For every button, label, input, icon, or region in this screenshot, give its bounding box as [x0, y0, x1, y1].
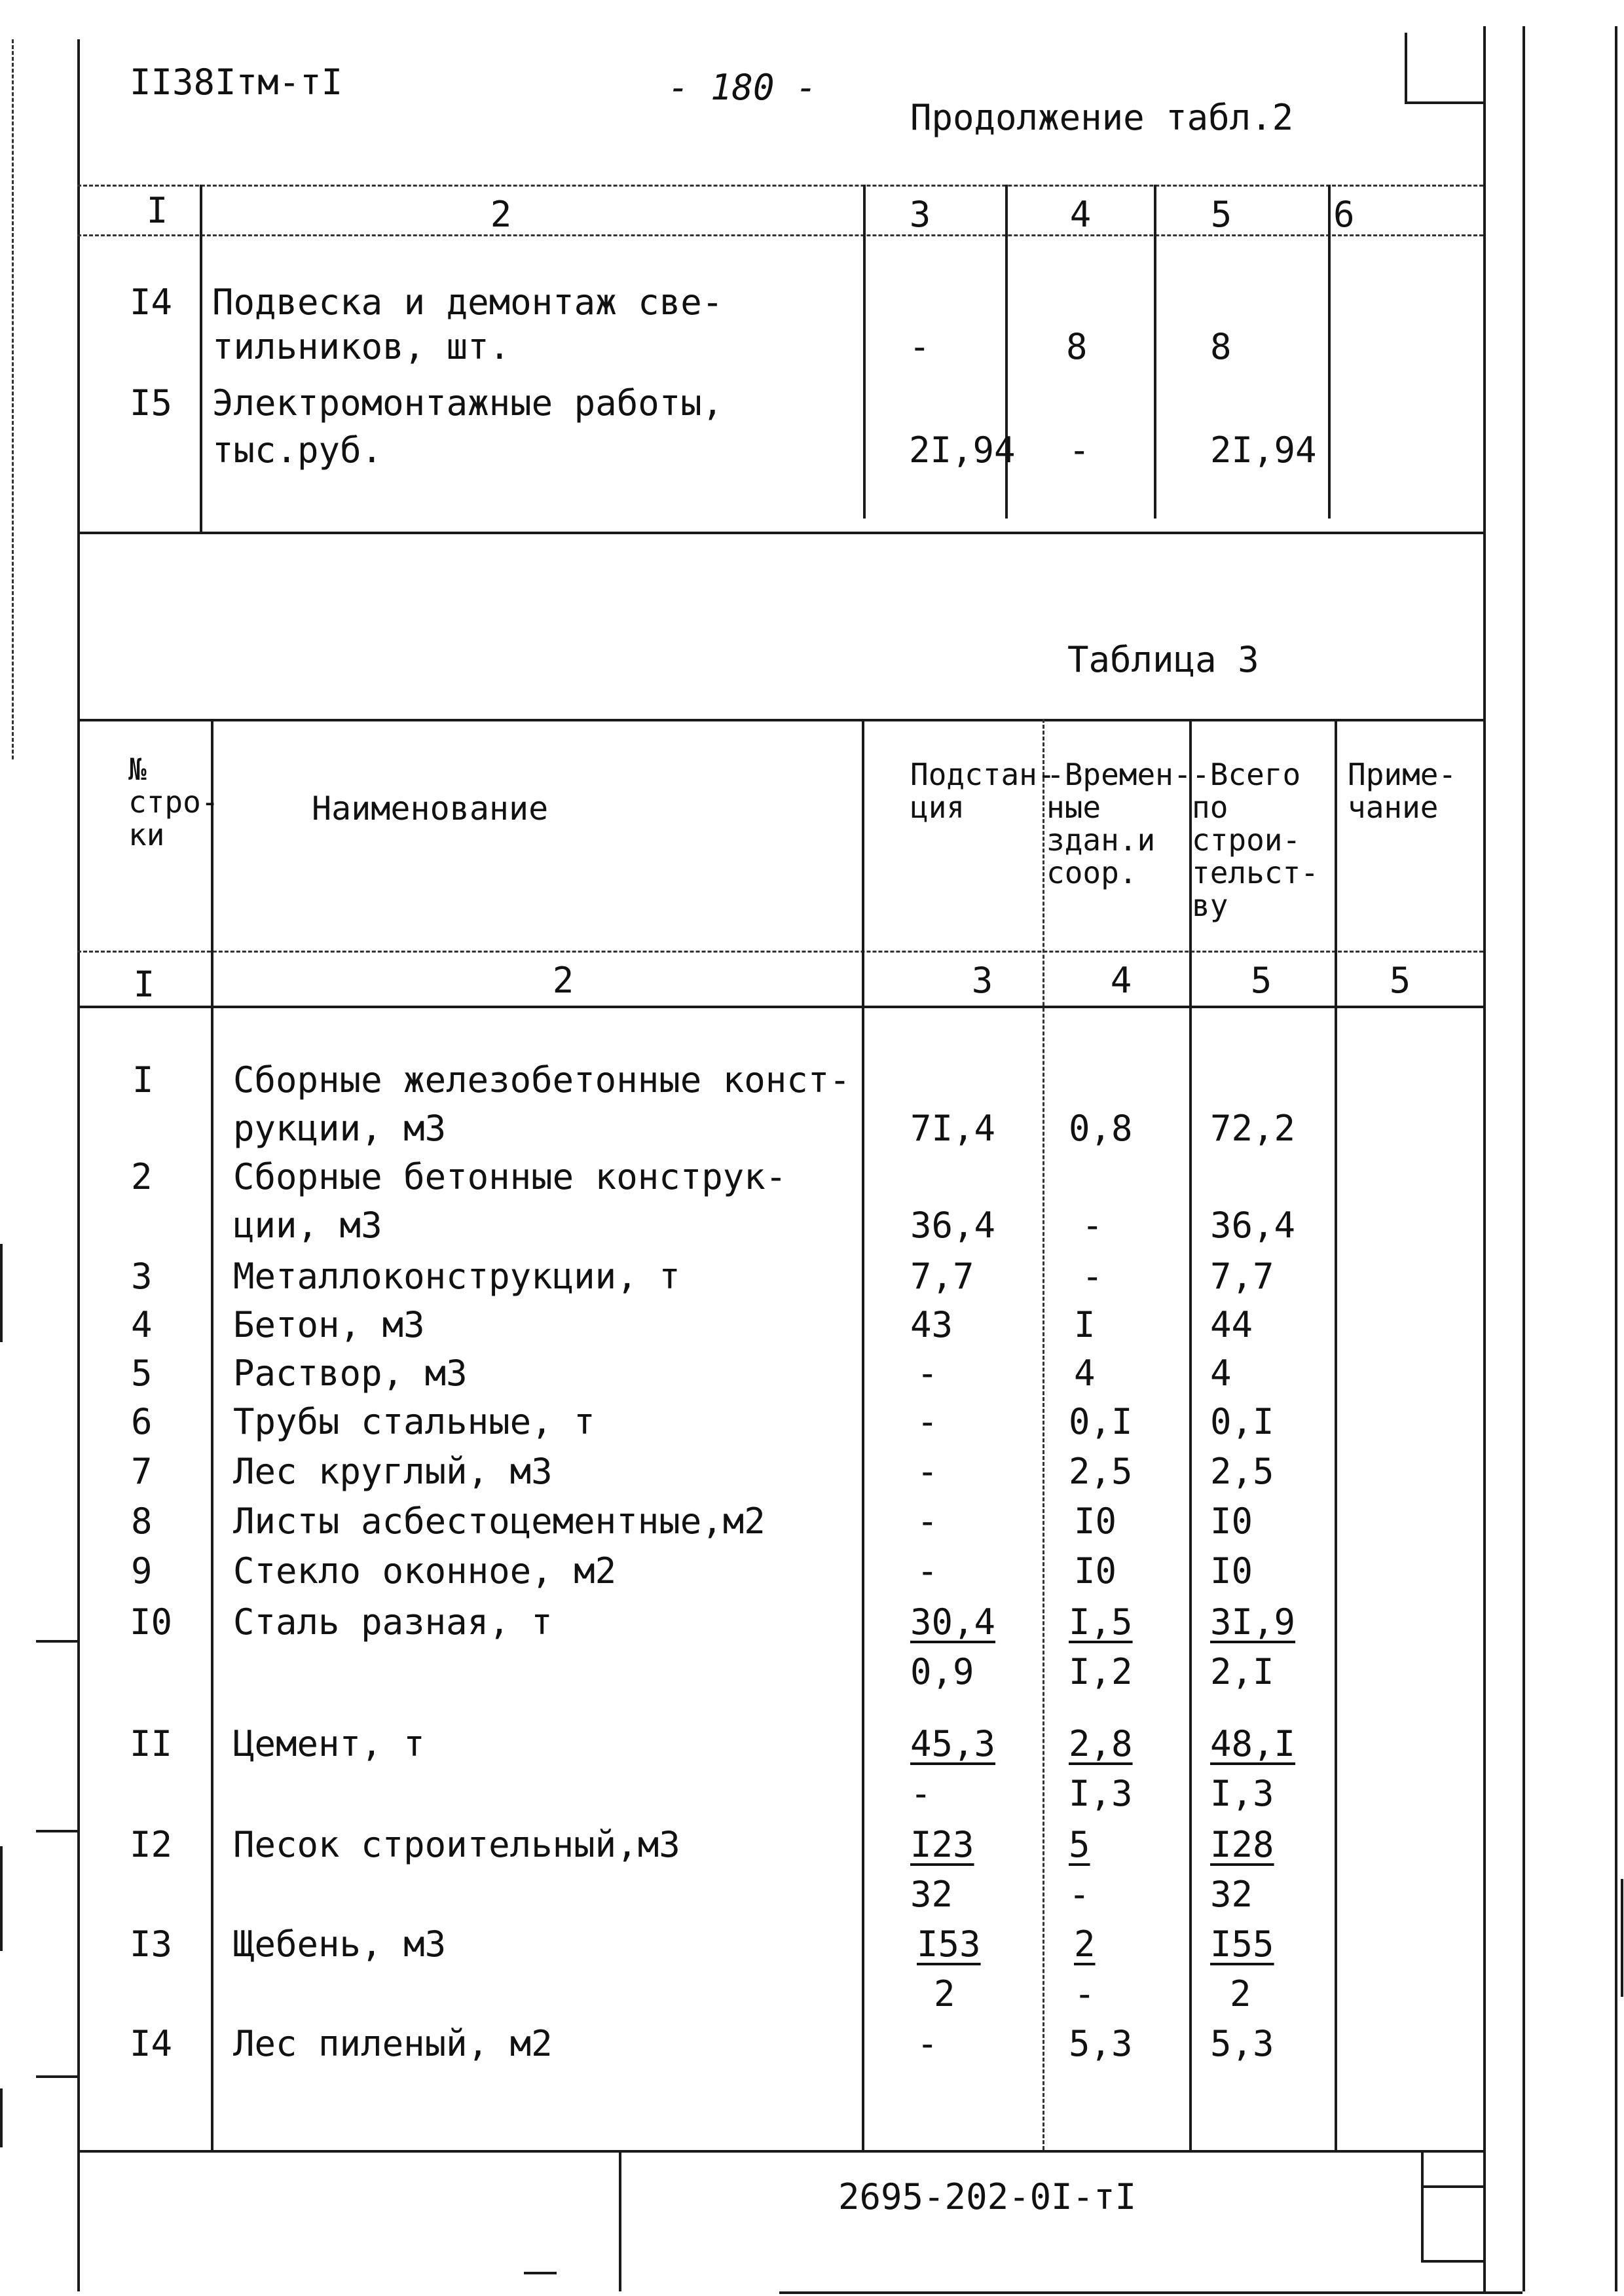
- table2-colnum-5: 5: [1210, 194, 1232, 235]
- numerator: I53: [917, 1923, 981, 1965]
- table3-cell: 4: [1210, 1353, 1232, 1394]
- table3-cell: 7,7: [910, 1256, 974, 1297]
- table3-top-line: [77, 719, 1483, 721]
- table3-header-c6: Приме- чание: [1348, 757, 1457, 825]
- table3-cell: 4: [1074, 1353, 1096, 1394]
- table2-row-num: I4: [130, 282, 173, 323]
- table3-fraction-cell: [1069, 1719, 1133, 1819]
- table3-colnum-line: [77, 1006, 1483, 1008]
- table3-row-num: I4: [130, 2023, 173, 2064]
- table3-cell: 0,I: [1210, 1401, 1274, 1442]
- table3-row-num: II: [130, 1723, 173, 1764]
- footer-doc-code: 2695-202-0I-тI: [838, 2176, 1137, 2217]
- binding-mark: [36, 1830, 77, 1832]
- table3-row-name: Лес круглый, м3: [233, 1451, 553, 1492]
- table3-row-num: 3: [131, 1256, 153, 1297]
- table3-row-name: Металлоконструкции, т: [233, 1256, 680, 1297]
- table2-cell: -: [1069, 429, 1090, 471]
- table3-header-line: [77, 951, 1483, 953]
- table3-cell: I0: [1210, 1550, 1253, 1592]
- table3-row-name: Лес пиленый, м2: [233, 2023, 553, 2064]
- denominator: -: [1074, 1973, 1096, 2014]
- table3-cell: -: [917, 1451, 938, 1492]
- table3-row-num: 9: [131, 1550, 153, 1592]
- table3-cell: I0: [1074, 1501, 1117, 1542]
- table3-row-name: Песок строительный,м3: [233, 1824, 680, 1865]
- table2-row-num: I5: [130, 382, 173, 424]
- table3-fraction-cell: [1210, 1597, 1295, 1697]
- binding-mark: [36, 2075, 77, 2078]
- table3-cell: I0: [1074, 1550, 1117, 1592]
- table3-fraction-cell: [1210, 1820, 1274, 1920]
- continuation-label: Продолжение табл.2: [910, 97, 1294, 138]
- table2-col-divider: [1328, 185, 1331, 519]
- table3-header-c3: Подстан- ция: [910, 757, 1056, 825]
- table3-fraction-cell: [1074, 1920, 1096, 2019]
- footer-bottom-line: [1421, 2260, 1483, 2263]
- table3-cell: 7I,4: [910, 1108, 996, 1149]
- table2-bottom-line: [77, 532, 1483, 534]
- doc-code: II38Iтм-тI: [130, 62, 343, 103]
- table3-colnum-2: 2: [552, 960, 574, 1001]
- table3-col-divider: [1043, 719, 1044, 2150]
- table3-row-name: рукции, м3: [233, 1108, 447, 1149]
- table3-row-name: Сборные железобетонные конст-: [233, 1059, 851, 1101]
- table3-row-num: 8: [131, 1501, 153, 1542]
- table3-row-num: 6: [131, 1401, 153, 1442]
- table3-row-num: 4: [131, 1304, 153, 1345]
- frame-outer-right-line: [1522, 26, 1525, 2291]
- table3-row-num: I3: [130, 1923, 173, 1965]
- denominator: 32: [910, 1874, 953, 1915]
- table3-cell: I: [1074, 1304, 1096, 1345]
- table3-header-c4: -Времен- ные здан.и соор.: [1046, 757, 1192, 890]
- denominator: -: [1069, 1874, 1090, 1915]
- footer-divider: [1421, 2150, 1424, 2261]
- table2-cell: 2I,94: [1210, 429, 1317, 471]
- table3-row-name: Сборные бетонные конструк-: [233, 1156, 787, 1197]
- denominator: I,2: [1069, 1651, 1133, 1692]
- table3-col-divider: [1335, 719, 1337, 2150]
- table3-cell: 0,8: [1069, 1108, 1133, 1149]
- binding-mark: [36, 1640, 77, 1643]
- table3-cell: 2,5: [1210, 1451, 1274, 1492]
- page-right-edge: [1615, 26, 1617, 2291]
- table2-colnum-3: 3: [909, 194, 931, 235]
- table3-cell: -: [917, 1550, 938, 1592]
- numerator: 2: [1074, 1923, 1096, 1965]
- table2-colnum-line: [77, 234, 1483, 236]
- table3-fraction-cell: [910, 1719, 995, 1819]
- footer-short-line: [524, 2272, 557, 2274]
- binding-mark: [0, 2088, 3, 2147]
- denominator: I,3: [1210, 1773, 1274, 1814]
- footer-top-line: [77, 2150, 1483, 2153]
- denominator: 2: [1230, 1973, 1251, 2014]
- table2-cell: 8: [1210, 326, 1232, 367]
- page-left-edge: [12, 39, 14, 759]
- table2-col-divider: [200, 185, 202, 532]
- table3-col-divider: [1189, 719, 1192, 2150]
- table3-row-name: ции, м3: [233, 1205, 382, 1246]
- table2-colnum-2: 2: [490, 194, 512, 235]
- table3-fraction-cell: [1069, 1820, 1090, 1920]
- numerator: I55: [1210, 1923, 1274, 1965]
- denominator: -: [910, 1773, 932, 1814]
- footer-divider: [619, 2150, 621, 2291]
- binding-mark: [0, 1846, 3, 1951]
- corner-stamp-left: [1405, 33, 1407, 101]
- table3-row-name: Листы асбестоцементные,м2: [233, 1501, 766, 1542]
- table3-cell: 36,4: [910, 1205, 996, 1246]
- footer-base-line: [779, 2291, 1522, 2294]
- table3-cell: 72,2: [1210, 1108, 1296, 1149]
- denominator: 0,9: [910, 1651, 974, 1692]
- table3-cell: I0: [1210, 1501, 1253, 1542]
- table3-row-name: Цемент, т: [233, 1723, 425, 1764]
- table3-colnum-4: 4: [1110, 960, 1132, 1001]
- table2-colnum-6: 6: [1333, 194, 1355, 235]
- denominator: 2: [934, 1973, 955, 2014]
- page-number: - 180 -: [668, 67, 817, 108]
- table3-row-num: I: [132, 1059, 154, 1101]
- table3-row-num: I2: [130, 1824, 173, 1865]
- table3-col-divider: [211, 719, 213, 2150]
- table3-cell: 5,3: [1069, 2023, 1133, 2064]
- table3-cell: -: [917, 1501, 938, 1542]
- table3-cell: -: [917, 1353, 938, 1394]
- table2-row-name: Подвеска и демонтаж све-: [212, 282, 724, 323]
- table3-cell: -: [917, 1401, 938, 1442]
- binding-mark: [0, 1244, 3, 1342]
- table3-fraction-cell: [910, 1820, 974, 1920]
- denominator: 32: [1210, 1874, 1253, 1915]
- numerator: I,5: [1069, 1601, 1133, 1643]
- table3-cell: -: [917, 2023, 938, 2064]
- table3-row-name: Щебень, м3: [233, 1923, 447, 1965]
- numerator: 48,I: [1210, 1723, 1296, 1764]
- table3-fraction-cell: [1210, 1719, 1295, 1819]
- table3-row-name: Трубы стальные, т: [233, 1401, 595, 1442]
- table3-cell: -: [1082, 1256, 1103, 1297]
- table3-cell: 0,I: [1069, 1401, 1133, 1442]
- frame-right-line: [1483, 26, 1486, 2291]
- table3-row-num: 5: [131, 1353, 153, 1394]
- table3-cell: 36,4: [1210, 1205, 1296, 1246]
- table3-row-name: Сталь разная, т: [233, 1601, 553, 1643]
- table2-col-divider: [1154, 185, 1156, 519]
- table3-row-name: Раствор, м3: [233, 1353, 468, 1394]
- table2-cell: 2I,94: [909, 429, 1016, 471]
- table3-col-divider: [862, 719, 864, 2150]
- table2-top-line: [77, 185, 1483, 187]
- numerator: 30,4: [910, 1601, 996, 1643]
- table3-fraction-cell: [910, 1597, 995, 1697]
- table3-colnum-1: I: [133, 964, 155, 1005]
- denominator: I,3: [1069, 1773, 1133, 1814]
- numerator: 5: [1069, 1824, 1090, 1865]
- table2-row-name: тыс.руб.: [212, 429, 383, 471]
- table3-row-name: Бетон, м3: [233, 1304, 425, 1345]
- table3-cell: 44: [1210, 1304, 1253, 1345]
- table3-fraction-cell: [1210, 1920, 1274, 2019]
- numerator: I28: [1210, 1824, 1274, 1865]
- table2-row-name: тильников, шт.: [212, 326, 511, 367]
- table3-cell: -: [1082, 1205, 1103, 1246]
- table3-colnum-3: 3: [971, 960, 993, 1001]
- binding-mark: [1621, 1879, 1623, 1997]
- table3-cell: 7,7: [1210, 1256, 1274, 1297]
- numerator: I23: [910, 1824, 974, 1865]
- table2-cell: 8: [1066, 326, 1088, 367]
- table3-cell: 2,5: [1069, 1451, 1133, 1492]
- table2-col-divider: [863, 185, 866, 519]
- table3-fraction-cell: [917, 1920, 981, 2019]
- numerator: 3I,9: [1210, 1601, 1296, 1643]
- frame-left-line: [77, 39, 80, 2291]
- table3-row-num: 2: [131, 1156, 153, 1197]
- table3-row-num: 7: [131, 1451, 153, 1492]
- table2-colnum-4: 4: [1069, 194, 1092, 235]
- numerator: 45,3: [910, 1723, 996, 1764]
- table2-row-name: Электромонтажные работы,: [212, 382, 724, 424]
- table3-header-name: Наименование: [312, 790, 549, 828]
- table3-colnum-6: 5: [1389, 960, 1411, 1001]
- table3-cell: 43: [910, 1304, 953, 1345]
- table3-title: Таблица 3: [1067, 639, 1259, 680]
- table3-cell: 5,3: [1210, 2023, 1274, 2064]
- table3-row-name: Стекло оконное, м2: [233, 1550, 617, 1592]
- table3-header-num: № стро- ки: [128, 752, 219, 852]
- table3-row-num: I0: [130, 1601, 173, 1643]
- denominator: 2,I: [1210, 1651, 1274, 1692]
- numerator: 2,8: [1069, 1723, 1133, 1764]
- footer-stamp-line: [1421, 2185, 1483, 2188]
- corner-stamp-bottom: [1405, 101, 1483, 104]
- table3-fraction-cell: [1069, 1597, 1133, 1697]
- table3-header-c5: -Всего по строи- тельст- ву: [1192, 757, 1319, 923]
- table2-cell: -: [909, 326, 931, 367]
- table3-colnum-5: 5: [1250, 960, 1272, 1001]
- table2-colnum-1: I: [146, 190, 168, 231]
